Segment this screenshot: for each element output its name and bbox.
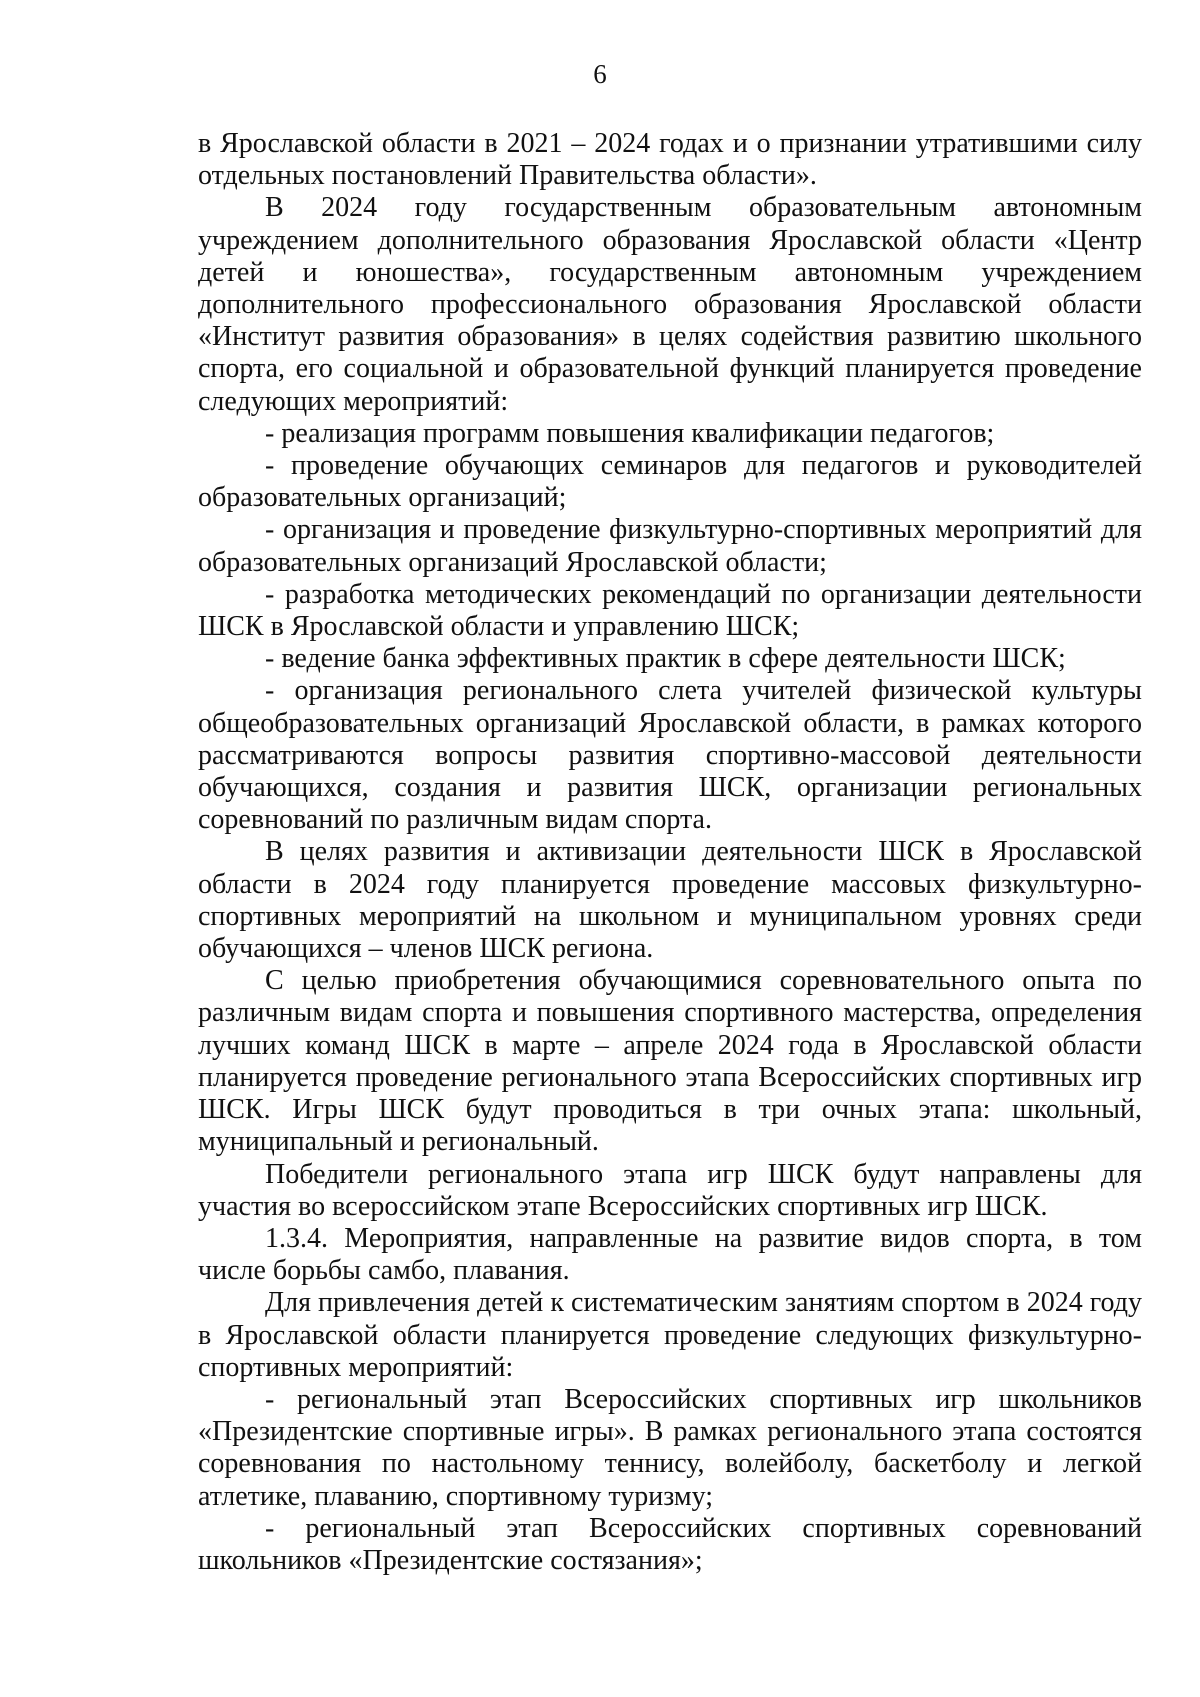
paragraph: Победители регионального этапа игр ШСК будут направлены для участия во всероссийском этапе Всероссийских спортивных игр ШСК. xyxy=(198,1158,1142,1222)
list-item: - разработка методических рекомендаций по организации деятельности ШСК в Ярославской области и управлению ШСК; xyxy=(198,578,1142,643)
paragraph-intro: В 2024 году государственным образовательным автономным учреждением дополнительного образования Ярославской области «Центр детей и юношества», государственным автономным учреждением дополнительного профессионального образования Ярославской области «Институт развития образования» в целях содействия развитию школьного спорта, его социальной и образовательной функций планируется проведение следующих мероприятий: xyxy=(198,192,1142,417)
paragraph: В целях развития и активизации деятельности ШСК в Ярославской области в 2024 году планируется проведение массовых физкультурно-спортивных мероприятий на школьном и муниципальном уровнях среди обучающихся – членов ШСК региона. xyxy=(198,836,1142,965)
list-item: - организация и проведение физкультурно-спортивных мероприятий для образовательных организаций Ярославской области; xyxy=(198,514,1142,578)
paragraph: С целью приобретения обучающимися соревновательного опыта по различным видам спорта и повышения спортивного мастерства, определения лучших команд ШСК в марте – апреле 2024 года в Ярославской области планируется проведение регионального этапа Всероссийских спортивных игр ШСК. Игры ШСК будут проводиться в три очных этапа: школьный, муниципальный и региональный. xyxy=(198,965,1142,1158)
list-item: - региональный этап Всероссийских спортивных соревнований школьников «Президентские состязания»; xyxy=(198,1512,1142,1576)
list-item: - реализация программ повышения квалификации педагогов; xyxy=(265,417,995,449)
page-number: 6 xyxy=(593,59,607,89)
list-item: - ведение банка эффективных практик в сфере деятельности ШСК; xyxy=(265,643,1066,675)
list-item: - проведение обучающих семинаров для педагогов и руководителей образовательных организаций; xyxy=(198,450,1142,514)
paragraph: Для привлечения детей к систематическим занятиям спортом в 2024 году в Ярославской области планируется проведение следующих физкультурно-спортивных мероприятий: xyxy=(198,1287,1142,1383)
paragraph-continuation: в Ярославской области в 2021 – 2024 годах и о признании утратившими силу отдельных постановлений Правительства области». xyxy=(198,128,1142,192)
list-item: - региональный этап Всероссийских спортивных игр школьников «Президентские спортивные игры». В рамках регионального этапа состоятся соревнования по настольному теннису, волейболу, баскетболу и легкой атлетике, плаванию, спортивному туризму; xyxy=(198,1383,1142,1512)
document-body xyxy=(198,128,1142,1577)
list-item: - организация регионального слета учителей физической культуры общеобразовательных организаций Ярославской области, в рамках которого рассматриваются вопросы развития спортивно-массовой деятельности обучающихся, создания и развития ШСК, организации региональных соревнований по различным видам спорта. xyxy=(198,675,1142,836)
section-heading: 1.3.4. Мероприятия, направленные на развитие видов спорта, в том числе борьбы самбо, плавания. xyxy=(198,1222,1142,1287)
